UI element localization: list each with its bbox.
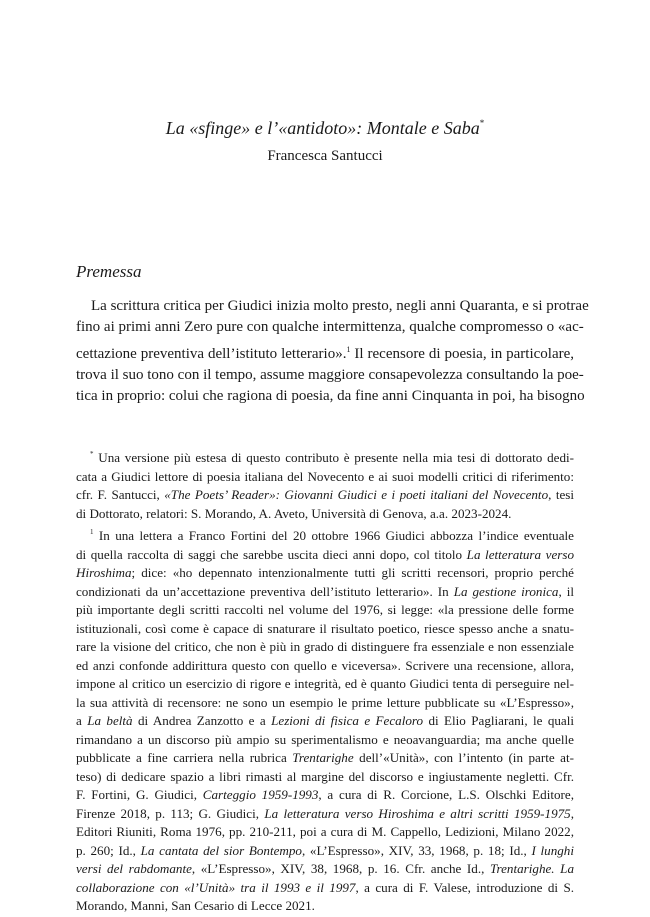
- footnote-line: di Dottorato, relatori: S. Morando, A. Aveto, Università di Genova, a.a. 2023-2024.: [76, 505, 512, 521]
- footnote-line: a La beltà di Andrea Zanzotto e a Lezioni di fisica e Fecaloro di Elio Pagliarani, le quali: [76, 713, 575, 728]
- footnote-line: rare la visione del critico, che non è più in grado di distinguere fra essenziale e non essenziale: [76, 639, 574, 654]
- body-line: tica in proprio: colui che ragiona di poesia, da fine anni Cinquanta in poi, ha bisogno: [76, 388, 585, 405]
- footnote-line: impone al critico un esercizio di rigore e integrità, ed è quanto Giudici tenta di perseguire nel-: [76, 676, 574, 691]
- footnote-line: $^1$ In una lettera a Franco Fortini del 20 ottobre 1966 Giudici abbozza l’indice eventuale: [90, 528, 574, 543]
- body-line: La scrittura critica per Giudici inizia molto presto, negli anni Quaranta, e si protrae: [91, 298, 589, 314]
- footnote-line: versi del rabdomante, «L’Espresso», XIV, 38, 1968, p. 16. Cfr. anche Id., Trentarighe. La: [76, 861, 574, 876]
- footnote-line: p. 260; Id., La cantata del sior Bontempo, «L’Espresso», XIV, 33, 1968, p. 18; Id., I lunghi: [76, 842, 574, 858]
- title-footnote-mark: *: [479, 118, 485, 128]
- footnote-line: più importante degli scritti raccolti nel volume del 1976, si legge: «la pressione delle forme: [76, 602, 574, 617]
- footnote-line: F. Fortini, G. Giudici, Carteggio 1959-1993, a cura di R. Corcione, L.S. Olschki Editore,: [76, 787, 574, 802]
- footnote-line: cfr. F. Santucci, «The Poets’ Reader»: Giovanni Giudici e i poeti italiani del Novecento, tesi: [76, 487, 575, 502]
- footnote-line: istituzionali, così come è capace di snaturare il risultato poetico, riesce spesso anche a snatu-: [76, 620, 574, 636]
- footnote-line: pubblicate a fine carriera nella rubrica Trentarighe dell’«Unità», con l’intento (in parte at-: [76, 750, 574, 765]
- footnotes: [76, 445, 574, 916]
- footnote-mark: *: [90, 450, 94, 458]
- footnote-line: Firenze 2018, p. 113; G. Giudici, La letteratura verso Hiroshima e altri scritti 1959-1975,: [76, 805, 574, 821]
- footnote-1: [76, 523, 574, 916]
- author-name: Francesca Santucci: [267, 148, 383, 164]
- footnote-line: * Una versione più estesa di questo contributo è presente nella mia tesi di dottorato dedi-: [90, 450, 574, 465]
- footnote-line: ed anzi confonde addirittura questo con quello e viceversa». Scrivere una recensione, allora,: [76, 657, 574, 673]
- footnote-line: Morando, Manni, San Cesario di Lecce 2021.: [76, 898, 315, 913]
- footnote-reference: 1: [346, 344, 351, 354]
- footnote-mark: 1: [90, 528, 94, 536]
- footnote-line: Editori Riuniti, Roma 1976, pp. 210-211, poi a cura di M. Cappello, Ledizioni, Milano 2022,: [76, 824, 574, 839]
- footnote-line: condizionati da un’accettazione preventiva dell’istituto letterario». In La gestione ironica, il: [76, 583, 574, 599]
- footnote-line: Hiroshima; dice: «ho depennato intenzionalmente tutti gli scritti recensori, proprio perché: [76, 565, 574, 580]
- body-line: trova il suo tono con il tempo, assume maggiore consapevolezza consultando la poe-: [76, 366, 584, 383]
- body-line: fino ai primi anni Zero pure con qualche intermittenza, qualche compromesso o «ac-: [76, 319, 584, 336]
- article-title: La «sfinge» e l’«antidoto»: Montale e Saba*: [165, 118, 485, 138]
- footnote-line: di quella raccolta di saggi che sarebbe uscita dieci anni dopo, col titolo La letteratura verso: [76, 546, 574, 562]
- body-paragraph: [76, 296, 589, 407]
- footnote-line: rimandano a un discorso più ampio su sperimentalismo e neoavanguardia; ma anche quelle: [76, 731, 574, 747]
- body-line: cettazione preventiva dell’istituto letterario».$^1$ Il recensore di poesia, in particolare,: [76, 344, 575, 362]
- footnote-line: collaborazione con «l’Unità» tra il 1993 e il 1997, a cura di F. Valese, introduzione di S.: [76, 879, 574, 895]
- footnote-line: la sua attività di recensore: ne sono un esempio le prime letture pubblicate su «L’Espresso»,: [76, 694, 574, 710]
- footnote-line: teso) di dedicare spazio a libri rimasti al margine del discorso e ingiustamente negletti. Cfr.: [76, 768, 574, 784]
- footnote-star: [76, 445, 574, 523]
- section-heading: Premessa: [76, 262, 142, 281]
- footnote-line: cata a Giudici lettore di poesia italiana del Novecento e ai suoi modelli critici di riferimento:: [76, 468, 574, 484]
